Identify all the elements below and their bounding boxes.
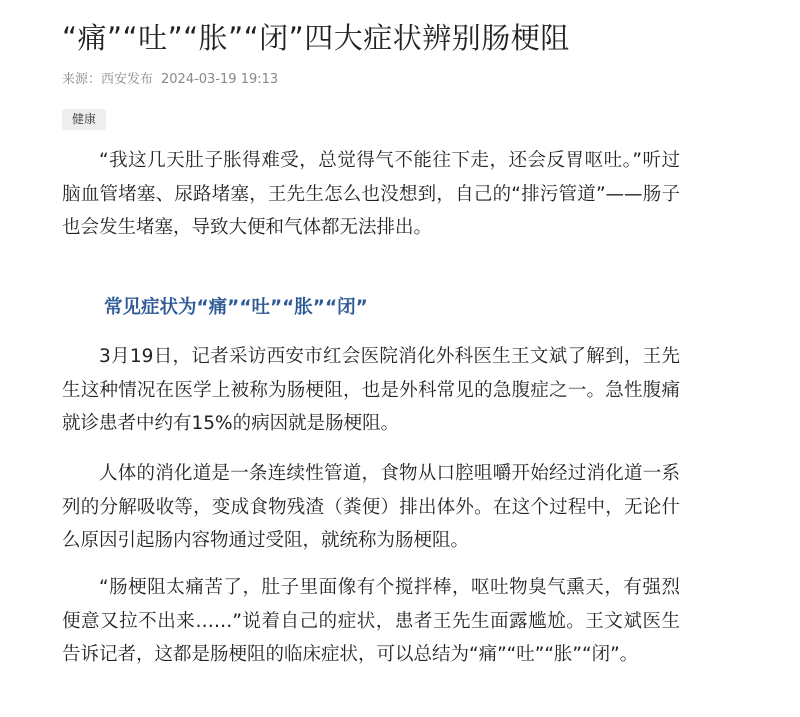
article-date: 2024-03-19 19:13 — [161, 72, 279, 87]
article-source: 来源：西安发布 — [62, 72, 154, 87]
article-title: “痛”“吐”“胀”“闭”四大症状辨别肠梗阻 — [62, 21, 570, 55]
article-paragraph-1: “我这几天肚子胀得难受，总觉得气不能往下走，还会反胃呕吐。”听过脑血管堵塞、尿路堵塞，王先生怎么也没想到，自己的“排污管道”——肠子也会发生堵塞，导致大便和气体都无法排出。 — [62, 150, 680, 238]
article-paragraph-3: 人体的消化道是一条连续性管道，食物从口腔咀嚼开始经过消化道一系列的分解吸收等，变成食物残渣（粪便）排出体外。在这个过程中，无论什么原因引起肠内容物通过受阻，就统称为肠梗阻。 — [62, 463, 680, 551]
article-paragraph-4: “肠梗阻太痛苦了，肚子里面像有个搅拌棒，呕吐物臭气熏天，有强烈便意又拉不出来……”说着自己的症状，患者王先生面露尴尬。王文斌医生告诉记者，这都是肠梗阻的临床症状，可以总结为“痛”“吐”“胀”“闭”。 — [62, 577, 680, 665]
category-tag[interactable]: 健康 — [62, 109, 106, 130]
article-meta — [62, 71, 278, 89]
article-paragraph-2: 3月19日，记者采访西安市红会医院消化外科医生王文斌了解到，王先生这种情况在医学上被称为肠梗阻，也是外科常见的急腹症之一。急性腹痛就诊患者中约有15%的病因就是肠梗阻。 — [62, 346, 680, 434]
section-subheading: 常见症状为“痛”“吐”“胀”“闭” — [104, 297, 368, 318]
